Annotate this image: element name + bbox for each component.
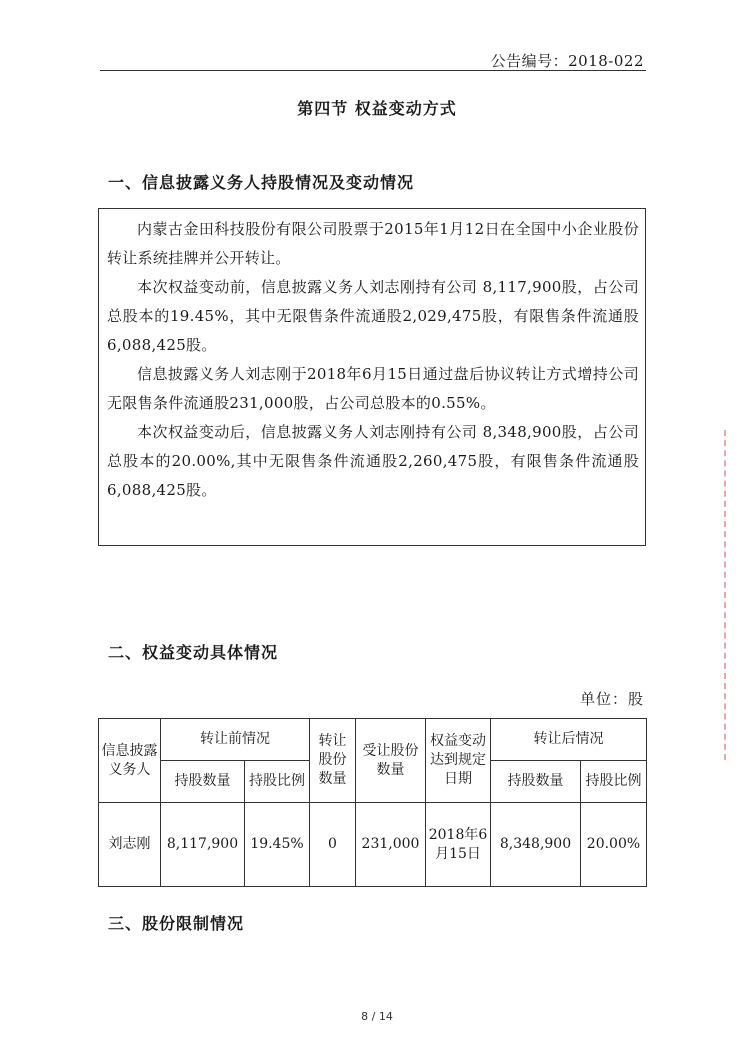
cell-after-qty: 8,348,900 <box>491 803 581 887</box>
header-person: 信息披露义务人 <box>99 719 161 803</box>
seal-edge-mark <box>724 430 754 760</box>
cell-person: 刘志刚 <box>99 803 161 887</box>
cell-before-qty: 8,117,900 <box>161 803 245 887</box>
para-transfer: 信息披露义务人刘志刚于2018年6月15日通过盘后协议转让方式增持公司无限售条件流通股231,000股，占公司总股本的0.55%。 <box>107 365 639 412</box>
header-divider <box>100 70 646 71</box>
section-title: 第四节 权益变动方式 <box>297 99 457 118</box>
para-after-change: 本次权益变动后，信息披露义务人刘志刚持有公司 8,348,900股，占公司总股本的20.00%,其中无限售条件流通股2,260,475股，有限售条件流通股6,088,425股。 <box>107 423 639 499</box>
header-transfer-qty: 转让股份数量 <box>310 719 356 803</box>
heading-shareholding: 一、信息披露义务人持股情况及变动情况 <box>108 173 415 192</box>
cell-received-qty: 231,000 <box>356 803 426 887</box>
heading-share-restrictions: 三、股份限制情况 <box>108 914 245 933</box>
unit-label: 单位：股 <box>579 690 644 708</box>
header-received-qty: 受让股份数量 <box>356 719 426 803</box>
cell-before-pct: 19.45% <box>245 803 310 887</box>
para-listing: 内蒙古金田科技股份有限公司股票于2015年1月12日在全国中小企业股份转让系统挂牌并公开转让。 <box>107 220 639 267</box>
shareholding-box <box>98 208 646 546</box>
cell-transfer-qty: 0 <box>310 803 356 887</box>
announcement-number: 公告编号：2018-022 <box>490 52 644 70</box>
header-before-qty: 持股数量 <box>161 761 245 803</box>
header-after-pct: 持股比例 <box>581 761 647 803</box>
header-before-pct: 持股比例 <box>245 761 310 803</box>
header-after: 转让后情况 <box>491 719 647 761</box>
equity-change-table <box>98 718 647 887</box>
cell-date: 2018年6月15日 <box>426 803 491 887</box>
header-before: 转让前情况 <box>161 719 310 761</box>
heading-change-details: 二、权益变动具体情况 <box>108 643 279 662</box>
table-row <box>99 803 647 887</box>
cell-after-pct: 20.00% <box>581 803 647 887</box>
para-before-change: 本次权益变动前，信息披露义务人刘志刚持有公司 8,117,900股，占公司总股本的19.45%，其中无限售条件流通股2,029,475股，有限售条件流通股6,088,425股。 <box>107 278 639 354</box>
page-number: 8 / 14 <box>361 1010 393 1023</box>
header-after-qty: 持股数量 <box>491 761 581 803</box>
header-date: 权益变动达到规定日期 <box>426 719 491 803</box>
